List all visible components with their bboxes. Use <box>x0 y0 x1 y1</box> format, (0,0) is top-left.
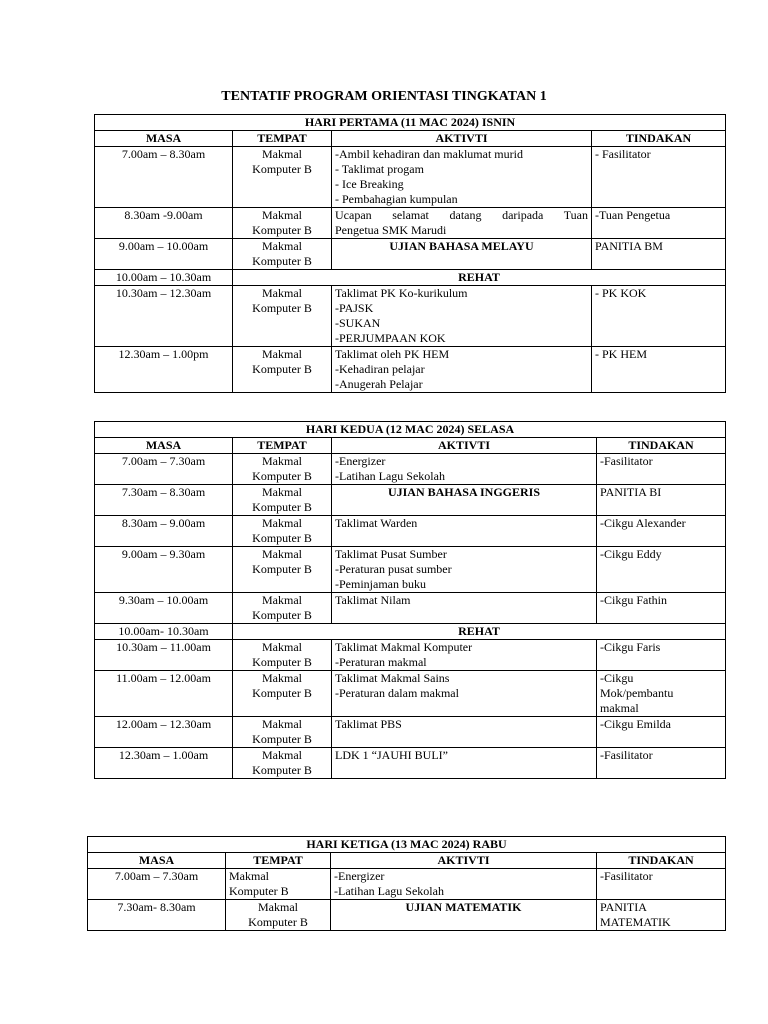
venue-line: Komputer B <box>252 254 312 268</box>
action-line: -Cikgu Emilda <box>600 717 671 731</box>
activity-line: - Ice Breaking <box>335 177 404 191</box>
action-cell <box>597 593 726 624</box>
venue-cell <box>233 239 332 270</box>
column-header-tempat: TEMPAT <box>226 853 331 869</box>
venue-line: Komputer B <box>248 915 308 929</box>
venue-cell <box>233 485 332 516</box>
action-line: PANITIA BI <box>600 485 662 499</box>
venue-line: Komputer B <box>252 500 312 514</box>
venue-line: Komputer B <box>252 162 312 176</box>
venue-cell <box>233 454 332 485</box>
venue-line: Makmal <box>258 900 298 914</box>
action-line: PANITIA BM <box>595 239 663 253</box>
venue-line: Makmal <box>262 516 302 530</box>
action-line: -Fasilitator <box>600 869 653 883</box>
venue-cell <box>233 286 332 347</box>
time-cell: 12.30am – 1.00am <box>95 748 233 779</box>
activity-line: UJIAN BAHASA MELAYU <box>389 239 534 253</box>
table-row <box>95 239 726 270</box>
venue-line: Komputer B <box>229 884 289 898</box>
column-header-masa: MASA <box>95 131 233 147</box>
action-line: Mok/pembantu <box>600 686 674 700</box>
action-line: makmal <box>600 701 639 715</box>
table-row <box>95 286 726 347</box>
activity-line: -Kehadiran pelajar <box>335 362 425 376</box>
day-heading-row <box>95 115 726 131</box>
table-row <box>95 347 726 393</box>
time-cell: 7.00am – 8.30am <box>95 147 233 208</box>
venue-cell <box>233 640 332 671</box>
column-header-tindakan: TINDAKAN <box>597 438 726 454</box>
activity-cell <box>332 717 597 748</box>
venue-line: Komputer B <box>252 655 312 669</box>
activity-cell <box>332 239 592 270</box>
time-cell: 7.00am – 7.30am <box>88 869 226 900</box>
column-header-aktiviti: AKTIVTI <box>332 131 592 147</box>
table-row <box>95 748 726 779</box>
venue-line: Makmal <box>262 147 302 161</box>
column-header-aktiviti: AKTIVTI <box>331 853 597 869</box>
venue-cell <box>233 593 332 624</box>
venue-line: Makmal <box>262 239 302 253</box>
venue-line: Komputer B <box>252 531 312 545</box>
day-heading-row <box>88 837 726 853</box>
venue-line: Makmal <box>262 286 302 300</box>
time-cell: 10.30am – 11.00am <box>95 640 233 671</box>
column-header-row <box>95 438 726 454</box>
activity-line: -Energizer <box>334 869 385 883</box>
column-header-tempat: TEMPAT <box>233 438 332 454</box>
venue-line: Makmal <box>262 593 302 607</box>
venue-line: Makmal <box>262 717 302 731</box>
venue-cell <box>233 748 332 779</box>
venue-cell <box>233 347 332 393</box>
time-cell: 12.00am – 12.30am <box>95 717 233 748</box>
time-cell: 12.30am – 1.00pm <box>95 347 233 393</box>
activity-cell <box>332 147 592 208</box>
activity-cell <box>332 593 597 624</box>
activity-line: LDK 1 “JAUHI BULI” <box>335 748 448 762</box>
column-header-row <box>88 853 726 869</box>
activity-cell <box>332 208 592 239</box>
column-header-tempat: TEMPAT <box>233 131 332 147</box>
venue-line: Komputer B <box>252 223 312 237</box>
activity-line: -Latihan Lagu Sekolah <box>335 469 445 483</box>
table-row <box>95 454 726 485</box>
action-cell <box>597 547 726 593</box>
action-line: -Cikgu Faris <box>600 640 661 654</box>
activity-cell <box>332 286 592 347</box>
action-cell <box>592 208 726 239</box>
action-line: -Cikgu <box>600 671 634 685</box>
action-cell <box>597 485 726 516</box>
activity-line: Taklimat Warden <box>335 516 418 530</box>
table-row <box>95 640 726 671</box>
action-cell <box>592 286 726 347</box>
action-line: -Fasilitator <box>600 454 653 468</box>
activity-line: Ucapan selamat datang daripada Tuan <box>335 208 588 222</box>
venue-line: Makmal <box>262 347 302 361</box>
venue-line: Komputer B <box>252 763 312 777</box>
venue-line: Makmal <box>229 869 269 883</box>
activity-cell <box>332 748 597 779</box>
break-label: REHAT <box>233 624 726 640</box>
activity-cell <box>332 454 597 485</box>
action-cell <box>592 347 726 393</box>
action-cell <box>597 748 726 779</box>
venue-line: Makmal <box>262 454 302 468</box>
activity-line: - Pembahagian kumpulan <box>335 192 458 206</box>
table-row <box>88 900 726 931</box>
table-row <box>95 593 726 624</box>
action-cell <box>597 869 726 900</box>
venue-line: Komputer B <box>252 301 312 315</box>
break-label: REHAT <box>233 270 726 286</box>
column-header-tindakan: TINDAKAN <box>592 131 726 147</box>
activity-line: -Energizer <box>335 454 386 468</box>
activity-cell <box>331 869 597 900</box>
activity-line: Taklimat PK Ko-kurikulum <box>335 286 468 300</box>
time-cell: 9.00am – 9.30am <box>95 547 233 593</box>
activity-line: Taklimat Pusat Sumber <box>335 547 447 561</box>
action-line: -Cikgu Alexander <box>600 516 686 530</box>
column-header-masa: MASA <box>95 438 233 454</box>
activity-line: -Peraturan pusat sumber <box>335 562 452 576</box>
activity-line: -SUKAN <box>335 316 381 330</box>
activity-line: Taklimat Nilam <box>335 593 411 607</box>
action-cell <box>592 239 726 270</box>
activity-line: -Ambil kehadiran dan maklumat murid <box>335 147 523 161</box>
column-header-tindakan: TINDAKAN <box>597 853 726 869</box>
time-cell: 11.00am – 12.00am <box>95 671 233 717</box>
time-cell: 10.30am – 12.30am <box>95 286 233 347</box>
time-cell: 8.30am -9.00am <box>95 208 233 239</box>
activity-line: -PERJUMPAAN KOK <box>335 331 446 345</box>
time-cell: 9.00am – 10.00am <box>95 239 233 270</box>
column-header-row <box>95 131 726 147</box>
activity-line: -PAJSK <box>335 301 374 315</box>
venue-cell <box>226 869 331 900</box>
action-cell <box>597 516 726 547</box>
venue-line: Komputer B <box>252 732 312 746</box>
column-header-masa: MASA <box>88 853 226 869</box>
day-heading: HARI PERTAMA (11 MAC 2024) ISNIN <box>95 115 726 131</box>
activity-cell <box>332 547 597 593</box>
venue-cell <box>226 900 331 931</box>
venue-line: Komputer B <box>252 362 312 376</box>
action-line: - Fasilitator <box>595 147 651 161</box>
time-cell: 9.30am – 10.00am <box>95 593 233 624</box>
column-header-aktiviti: AKTIVTI <box>332 438 597 454</box>
action-cell <box>592 147 726 208</box>
table-row <box>95 547 726 593</box>
venue-line: Makmal <box>262 208 302 222</box>
table-row <box>88 869 726 900</box>
day-heading-row <box>95 422 726 438</box>
venue-line: Makmal <box>262 748 302 762</box>
venue-line: Komputer B <box>252 608 312 622</box>
day-heading: HARI KEDUA (12 MAC 2024) SELASA <box>95 422 726 438</box>
schedule-table-day-2 <box>94 421 726 779</box>
action-cell <box>597 900 726 931</box>
activity-cell <box>332 516 597 547</box>
action-cell <box>597 454 726 485</box>
activity-line: UJIAN MATEMATIK <box>405 900 522 914</box>
action-cell <box>597 671 726 717</box>
break-row <box>95 624 726 640</box>
time-cell: 7.00am – 7.30am <box>95 454 233 485</box>
venue-line: Komputer B <box>252 469 312 483</box>
table-row <box>95 516 726 547</box>
document-title: TENTATIF PROGRAM ORIENTASI TINGKATAN 1 <box>221 89 547 104</box>
activity-line: -Latihan Lagu Sekolah <box>334 884 444 898</box>
activity-cell <box>331 900 597 931</box>
schedule-table-day-3 <box>87 836 726 931</box>
venue-line: Komputer B <box>252 686 312 700</box>
venue-cell <box>233 671 332 717</box>
activity-line: - Taklimat progam <box>335 162 424 176</box>
schedule-table-day-1 <box>94 114 726 393</box>
venue-line: Makmal <box>262 671 302 685</box>
action-line: MATEMATIK <box>600 915 671 929</box>
action-line: -Cikgu Eddy <box>600 547 662 561</box>
activity-line: Pengetua SMK Marudi <box>335 223 447 237</box>
table-row <box>95 485 726 516</box>
table-row <box>95 147 726 208</box>
time-cell: 8.30am – 9.00am <box>95 516 233 547</box>
table-row <box>95 671 726 717</box>
table-row <box>95 208 726 239</box>
activity-line: Taklimat Makmal Komputer <box>335 640 473 654</box>
activity-line: Taklimat Makmal Sains <box>335 671 450 685</box>
action-line: -Cikgu Fathin <box>600 593 668 607</box>
activity-line: -Peraturan dalam makmal <box>335 686 459 700</box>
venue-cell <box>233 147 332 208</box>
time-cell: 10.00am – 10.30am <box>95 270 233 286</box>
action-line: PANITIA <box>600 900 647 914</box>
action-line: -Tuan Pengetua <box>595 208 671 222</box>
action-line: - PK HEM <box>595 347 648 361</box>
venue-cell <box>233 717 332 748</box>
action-line: - PK KOK <box>595 286 647 300</box>
activity-cell <box>332 671 597 717</box>
activity-cell <box>332 347 592 393</box>
activity-cell <box>332 640 597 671</box>
activity-line: Taklimat PBS <box>335 717 402 731</box>
time-cell: 7.30am – 8.30am <box>95 485 233 516</box>
day-heading: HARI KETIGA (13 MAC 2024) RABU <box>88 837 726 853</box>
venue-cell <box>233 547 332 593</box>
activity-line: -Peraturan makmal <box>335 655 427 669</box>
activity-line: -Anugerah Pelajar <box>335 377 423 391</box>
venue-line: Makmal <box>262 547 302 561</box>
time-cell: 7.30am- 8.30am <box>88 900 226 931</box>
table-row <box>95 717 726 748</box>
venue-line: Makmal <box>262 640 302 654</box>
venue-line: Komputer B <box>252 562 312 576</box>
action-cell <box>597 717 726 748</box>
time-cell: 10.00am- 10.30am <box>95 624 233 640</box>
venue-line: Makmal <box>262 485 302 499</box>
venue-cell <box>233 516 332 547</box>
activity-line: -Peminjaman buku <box>335 577 426 591</box>
venue-cell <box>233 208 332 239</box>
activity-cell <box>332 485 597 516</box>
break-row <box>95 270 726 286</box>
action-cell <box>597 640 726 671</box>
activity-line: UJIAN BAHASA INGGERIS <box>387 485 541 499</box>
action-line: -Fasilitator <box>600 748 653 762</box>
activity-line: Taklimat oleh PK HEM <box>335 347 450 361</box>
